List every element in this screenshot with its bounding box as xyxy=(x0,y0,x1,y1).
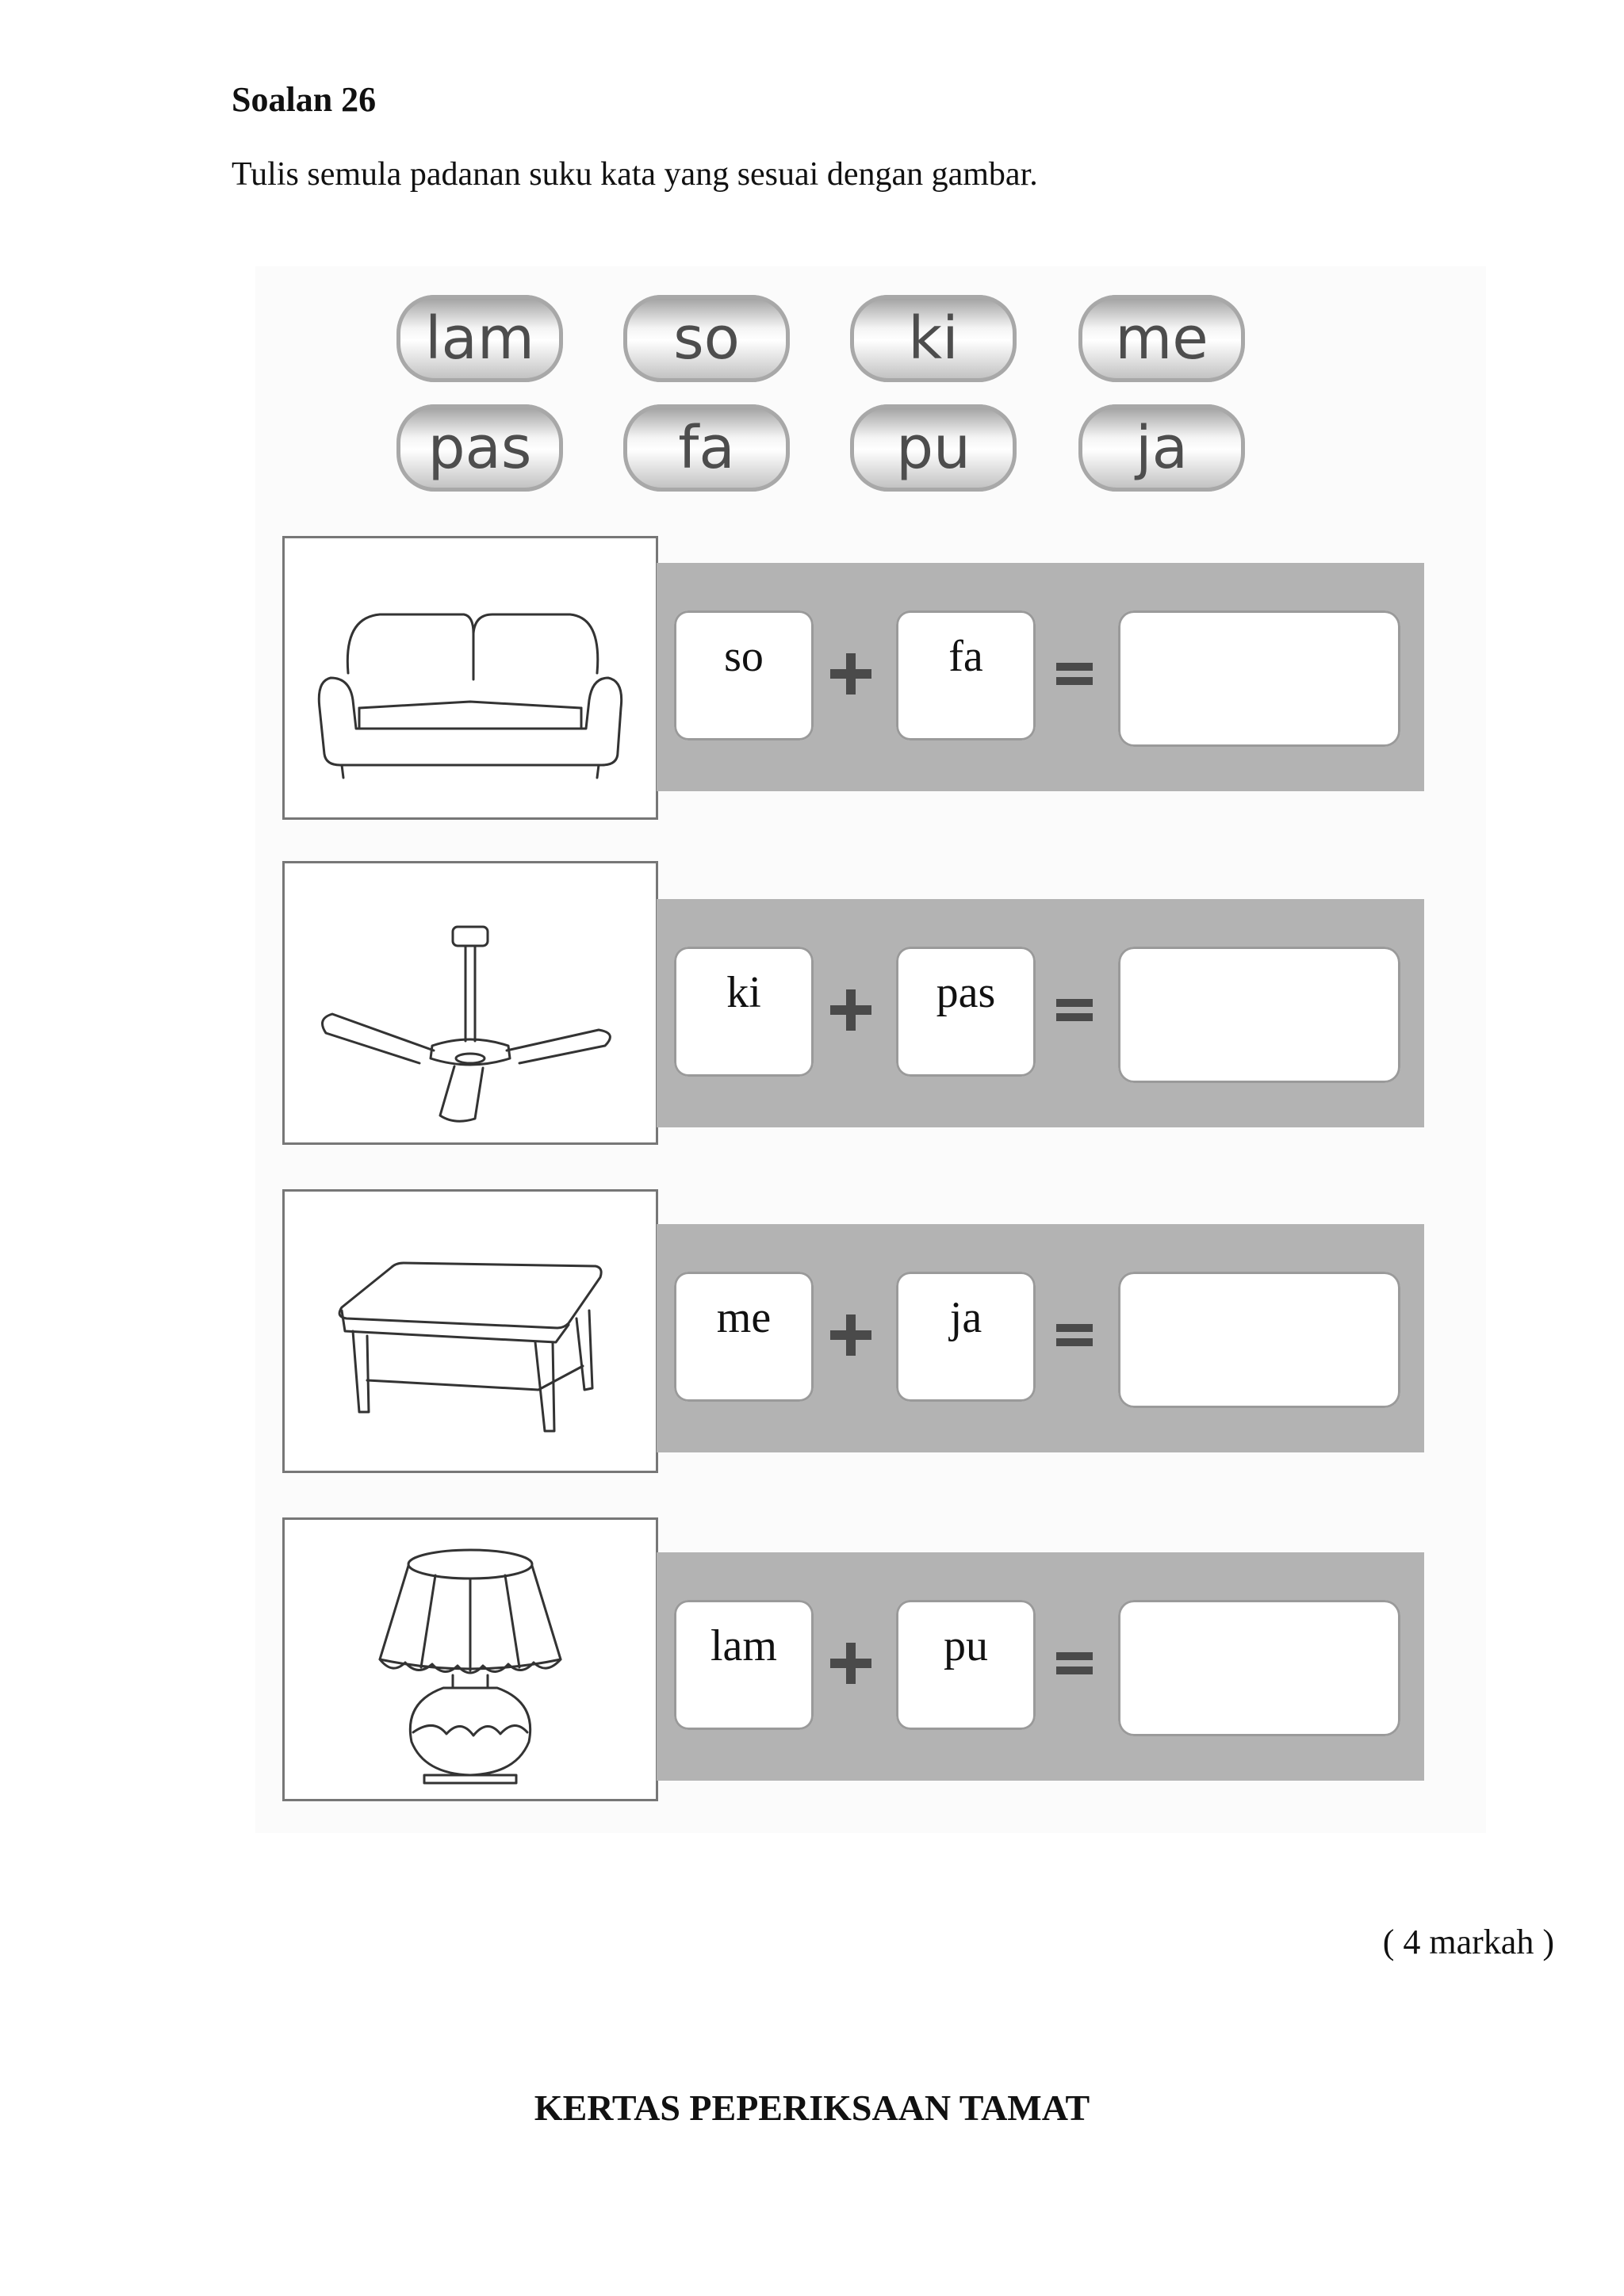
equation-band xyxy=(657,563,1424,791)
equals-sign xyxy=(1047,1632,1102,1695)
equation-band xyxy=(657,899,1424,1127)
syllable-box-second: ja xyxy=(896,1272,1036,1402)
plus-sign xyxy=(823,642,879,706)
sofa-icon xyxy=(285,538,656,817)
syllable-chip: ki xyxy=(850,295,1017,382)
syllable-box-first: so xyxy=(674,610,814,740)
syllable-chip: so xyxy=(623,295,790,382)
picture-frame xyxy=(282,861,658,1145)
picture-frame xyxy=(282,536,658,820)
plus-sign xyxy=(823,1632,879,1695)
answer-box[interactable] xyxy=(1118,1600,1400,1736)
question-instruction: Tulis semula padanan suku kata yang sesuai dengan gambar. xyxy=(232,156,1038,193)
equals-sign xyxy=(1047,978,1102,1042)
syllable-chip: me xyxy=(1078,295,1245,382)
equation-band xyxy=(657,1224,1424,1452)
syllable-chip: pu xyxy=(850,404,1017,492)
syllable-box-first: lam xyxy=(674,1600,814,1730)
syllable-chip: fa xyxy=(623,404,790,492)
equals-sign xyxy=(1047,1303,1102,1367)
syllable-chip: ja xyxy=(1078,404,1245,492)
plus-sign xyxy=(823,978,879,1042)
equals-sign xyxy=(1047,642,1102,706)
plus-sign xyxy=(823,1303,879,1367)
syllable-box-second: pu xyxy=(896,1600,1036,1730)
table-icon xyxy=(285,1192,656,1471)
syllable-box-second: pas xyxy=(896,947,1036,1077)
equation-band xyxy=(657,1552,1424,1781)
answer-box[interactable] xyxy=(1118,947,1400,1083)
syllable-box-second: fa xyxy=(896,610,1036,740)
syllable-box-first: ki xyxy=(674,947,814,1077)
picture-frame xyxy=(282,1517,658,1801)
question-title: Soalan 26 xyxy=(232,80,377,119)
answer-box[interactable] xyxy=(1118,1272,1400,1408)
syllable-chip: pas xyxy=(396,404,563,492)
lamp-icon xyxy=(285,1520,656,1799)
ceiling-fan-icon xyxy=(285,863,656,1142)
exam-end-footer: KERTAS PEPERIKSAAN TAMAT xyxy=(534,2087,1090,2128)
answer-box[interactable] xyxy=(1118,610,1400,747)
picture-frame xyxy=(282,1189,658,1473)
syllable-chip: lam xyxy=(396,295,563,382)
marks-label: ( 4 markah ) xyxy=(1382,1923,1554,1961)
syllable-box-first: me xyxy=(674,1272,814,1402)
